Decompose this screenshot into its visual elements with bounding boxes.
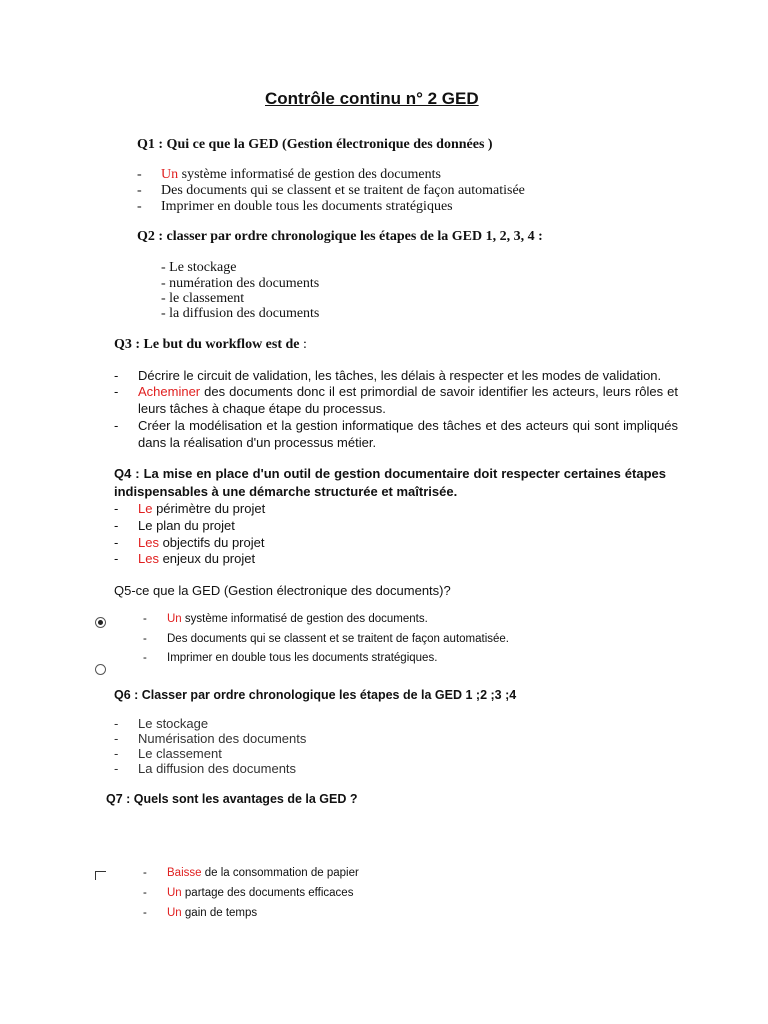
q2-item-3: - le classement [161, 291, 245, 306]
q3-item-2: Acheminer des documents donc il est primordial de savoir identifier les acteurs, leurs rôles et leurs tâches à chaque étape du processus. [138, 384, 678, 416]
q7-item-1: - Baisse de la consommation de papier [143, 867, 359, 879]
q7-heading: Q7 : Quels sont les avantages de la GED ? [106, 792, 358, 806]
q2-heading: Q2 : classer par ordre chronologique les étapes de la GED 1, 2, 3, 4 : [137, 229, 543, 244]
q7-item-2: - Un partage des documents efficaces [143, 887, 354, 899]
q2-item-4: - la diffusion des documents [161, 306, 320, 321]
q5-item-2: - Des documents qui se classent et se traitent de façon automatisée. [143, 633, 509, 645]
q4-item-3: - Les objectifs du projet [114, 535, 265, 550]
q6-item-1: - Le stockage [114, 716, 209, 731]
q2-item-1: - Le stockage [161, 260, 237, 275]
q2-item-2: - numération des documents [161, 276, 320, 291]
checkbox[interactable] [95, 871, 106, 880]
q3-item-3: Créer la modélisation et la gestion informatique des tâches et des acteurs qui sont impliqués dans la réalisation d'un processus métier. [138, 418, 678, 450]
radio-checked[interactable] [95, 617, 106, 628]
q3-item-3-dash: - [114, 418, 119, 433]
q4-item-4: - Les enjeux du projet [114, 551, 256, 566]
q6-item-3: - Le classement [114, 746, 222, 761]
q1-item-3: - Imprimer en double tous les documents stratégiques [137, 199, 453, 214]
q3-item-2-dash: - [114, 384, 119, 399]
q5-heading: Q5-ce que la GED (Gestion électronique des documents)? [114, 583, 451, 598]
q6-item-4: - La diffusion des documents [114, 761, 297, 776]
q7-item-3: - Un gain de temps [143, 907, 258, 919]
q5-item-1: - Un système informatisé de gestion des documents. [143, 613, 428, 625]
q6-heading: Q6 : Classer par ordre chronologique les étapes de la GED 1 ;2 ;3 ;4 [114, 688, 517, 702]
page-title: Contrôle continu n° 2 GED [265, 89, 479, 108]
q3-item-1: - Décrire le circuit de validation, les tâches, les délais à respecter et les modes de validation. [114, 368, 662, 383]
q1-item-2: - Des documents qui se classent et se traitent de façon automatisée [137, 183, 525, 198]
q6-item-2: - Numérisation des documents [114, 731, 307, 746]
q3-heading: Q3 : Le but du workflow est de : [114, 337, 307, 352]
q1-item-1: - Un système informatisé de gestion des documents [137, 167, 441, 182]
q5-item-3: - Imprimer en double tous les documents stratégiques. [143, 652, 438, 664]
q4-item-2: - Le plan du projet [114, 518, 235, 533]
radio-unchecked[interactable] [95, 664, 106, 675]
q4-heading: Q4 : La mise en place d'un outil de gestion documentaire doit respecter certaines étapes indispensables à une démarche structurée et maîtrisée. [114, 466, 666, 499]
q4-item-1: - Le périmètre du projet [114, 501, 266, 516]
q1-heading: Q1 : Qui ce que la GED (Gestion électronique des données ) [137, 137, 493, 152]
